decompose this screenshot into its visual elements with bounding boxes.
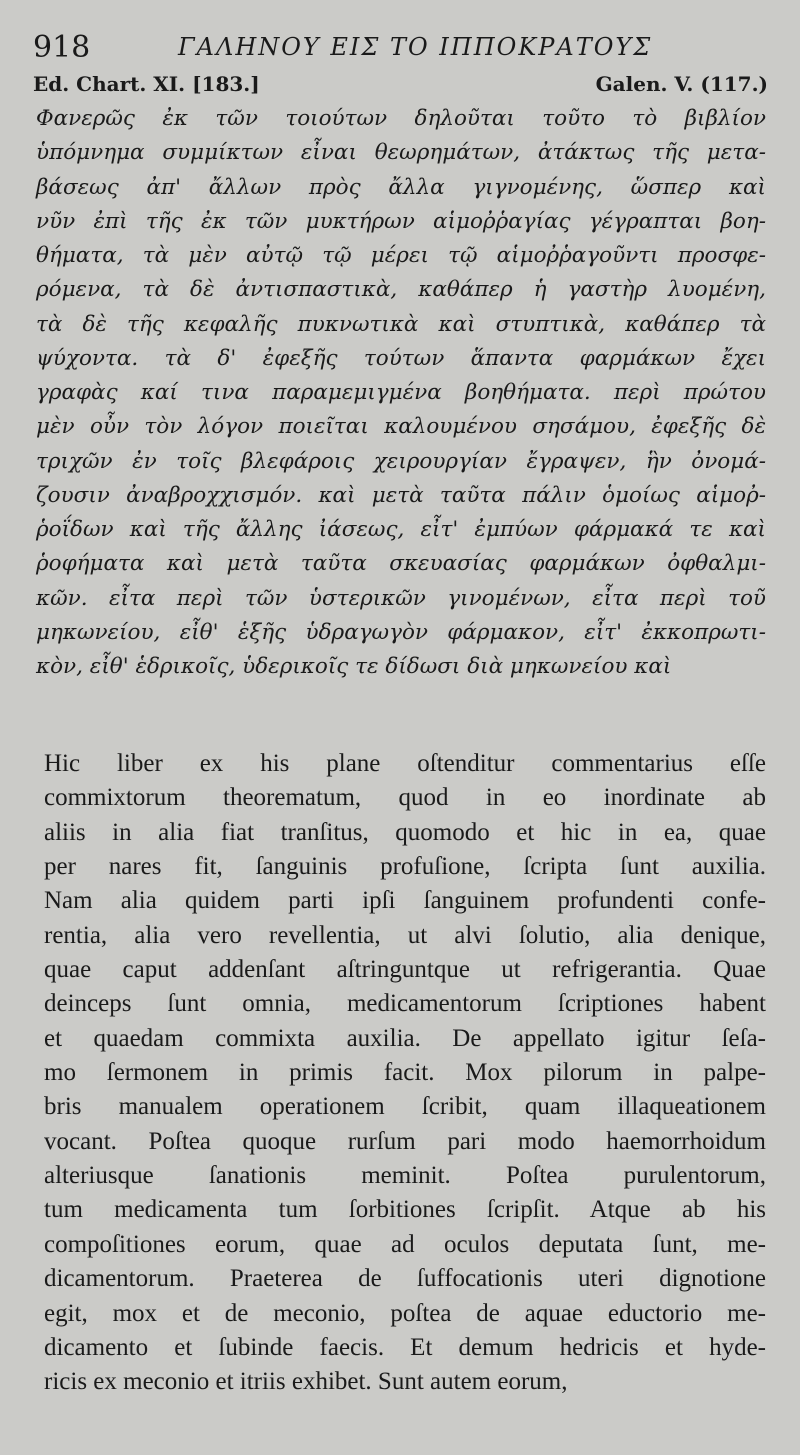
greek-text-line: βάσεως ἀπ' ἄλλων πρὸς ἄλλα γιγνομένης, ὥσπερ καὶ [36, 174, 766, 200]
greek-text-line: Φανερῶς ἐκ τῶν τοιούτων δηλοῦται τοῦτο τὸ βιβλίον [36, 106, 766, 131]
latin-text-line: per nares fit, ſanguinis profuſione, ſcripta ſunt auxilia. [44, 853, 766, 881]
latin-text-line: dicamentorum. Praeterea de ſuffocationis uteri dignotione [44, 1265, 766, 1293]
greek-text-line: ψύχοντα. τὰ δ' ἐφεξῆς τούτων ἅπαντα φαρμάκων ἔχει [36, 345, 766, 371]
latin-text-block [44, 747, 766, 1400]
latin-text-line: tum medicamenta tum ſorbitiones ſcripſit. Atque ab his [44, 1196, 766, 1224]
greek-text-line: ὑπόμνημα συμμίκτων εἶναι θεωρημάτων, ἀτάκτως τῆς μετα- [36, 140, 766, 166]
greek-text-line: κὸν, εἶθ' ἑδρικοῖς, ὑδερικοῖς τε δίδωσι διὰ μηκωνείου καὶ [36, 654, 672, 679]
latin-text-line: deinceps ſunt omnia, medicamentorum ſcriptiones habent [44, 990, 766, 1018]
greek-text-line: μὲν οὖν τὸν λόγον ποιεῖται καλουμένου σησάμου, ἐφεξῆς δὲ [36, 414, 766, 440]
greek-text-line: κῶν. εἶτα περὶ τῶν ὑστερικῶν γινομένων, εἶτα περὶ τοῦ [36, 585, 766, 611]
latin-text-line: aliis in alia fiat tranſitus, quomodo et hic in ea, quae [44, 818, 766, 846]
latin-text-line: ricis ex meconio et itriis exhibet. Sunt autem eorum, [44, 1368, 568, 1396]
edition-reference [33, 72, 768, 100]
running-title: ΓΑΛΗΝΟΥ ΕΙΣ ΤΟ ΙΠΠΟΚΡΑΤΟΥΣ [178, 33, 653, 61]
latin-text-line: vocant. Poſtea quoque rurſum pari modo haemorrhoidum [44, 1127, 766, 1155]
edition-right: Galen. V. (117.) [595, 72, 768, 96]
latin-text-line: commixtorum theorematum, quod in eo inordinate ab [44, 784, 766, 812]
latin-text-line: alteriusque ſanationis meminit. Poſtea purulentorum, [44, 1162, 766, 1190]
greek-text-line: θήματα, τὰ μὲν αὐτῷ τῷ μέρει τῷ αἱμοῤῥαγοῦντι προσφε- [36, 243, 766, 268]
latin-text-line: quae caput addenſant aſtringuntque ut refrigerantia. Quae [44, 956, 766, 984]
latin-text-line: Nam alia quidem parti ipſi ſanguinem profundenti confe- [44, 887, 766, 915]
page-number: 918 [33, 30, 91, 65]
page-header [33, 30, 773, 66]
greek-text-line: ρόμενα, τὰ δὲ ἀντισπαστικὰ, καθάπερ ἡ γαστὴρ λυομένη, [36, 277, 766, 303]
greek-text-line: γραφὰς καί τινα παραμεμιγμένα βοηθήματα. περὶ πρώτου [36, 380, 766, 405]
greek-text-line: τριχῶν ἐν τοῖς βλεφάροις χειρουργίαν ἔγραψεν, ἣν ὀνομά- [36, 448, 766, 474]
latin-text-line: compoſitiones eorum, quae ad oculos deputata ſunt, me- [44, 1230, 766, 1258]
greek-text-line: ῥοΐδων καὶ τῆς ἄλλης ἰάσεως, εἶτ' ἐμπύων φάρμακά τε καὶ [36, 517, 766, 542]
greek-text-line: ῥοφήματα καὶ μετὰ ταῦτα σκευασίας φαρμάκων ὀφθαλμι- [36, 551, 766, 577]
edition-left: Ed. Chart. XI. [183.] [33, 72, 260, 96]
greek-text-line: μηκωνείου, εἶθ' ἑξῆς ὑδραγωγὸν φάρμακον, εἶτ' ἐκκοπρωτι- [36, 619, 766, 645]
latin-text-line: dicamento et ſubinde faecis. Et demum hedricis et hyde- [44, 1333, 766, 1361]
latin-text-line: Hic liber ex his plane oſtenditur commentarius eſſe [44, 750, 766, 777]
latin-text-line: rentia, alia vero revellentia, ut alvi ſolutio, alia denique, [44, 921, 766, 949]
latin-text-line: et quaedam commixta auxilia. De appellato igitur ſeſa- [44, 1024, 766, 1052]
greek-text-line: ζουσιν ἀναβροχχισμόν. καὶ μετὰ ταῦτα πάλιν ὁμοίως αἱμοῤ- [36, 482, 766, 508]
greek-text-line: νῦν ἐπὶ τῆς ἐκ τῶν μυκτήρων αἱμοῤῥαγίας γέγραπται βοη- [36, 208, 766, 234]
latin-text-line: egit, mox et de meconio, poſtea de aquae eductorio me- [44, 1299, 766, 1327]
latin-text-line: mo ſermonem in primis facit. Mox pilorum in palpe- [44, 1059, 766, 1087]
greek-text-block [36, 102, 766, 684]
latin-text-line: bris manualem operationem ſcribit, quam illaqueationem [44, 1093, 766, 1121]
greek-text-line: τὰ δὲ τῆς κεφαλῆς πυκνωτικὰ καὶ στυπτικὰ, καθάπερ τὰ [36, 311, 766, 337]
